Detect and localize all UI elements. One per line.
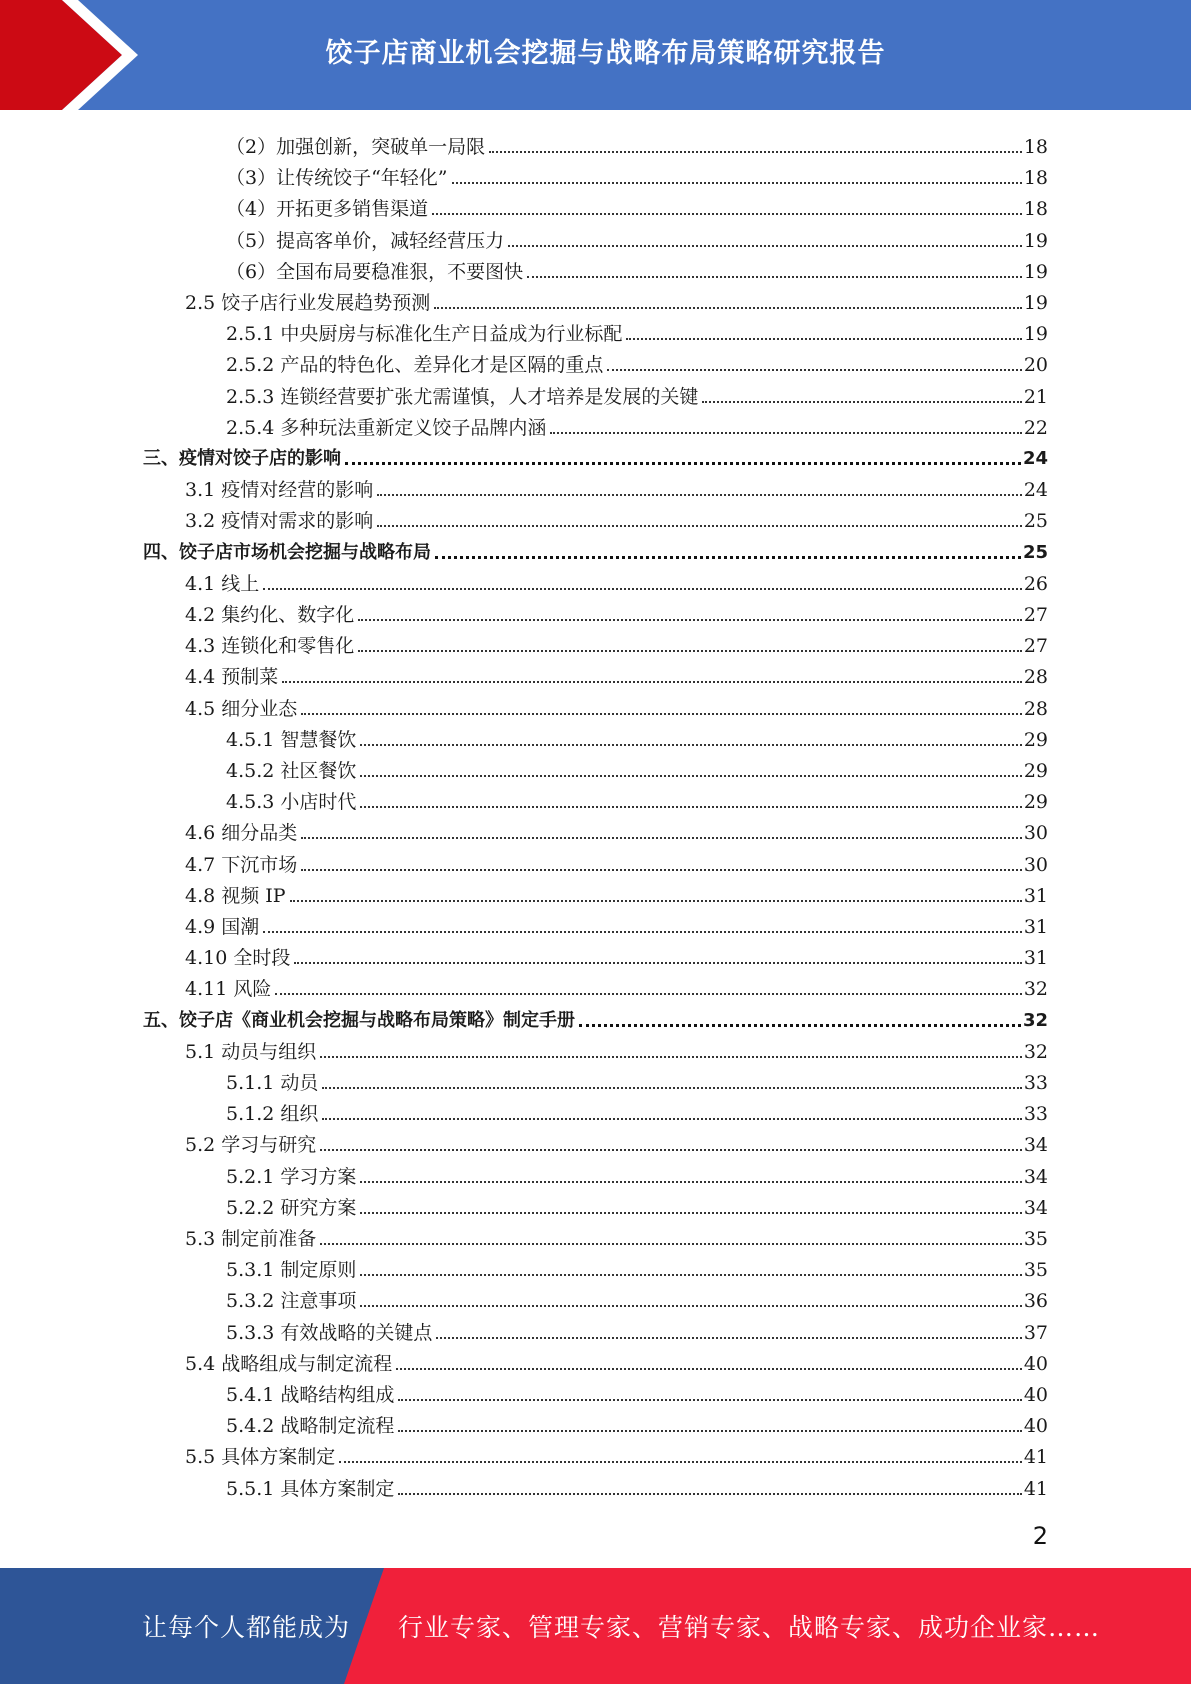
toc-leader-dots <box>434 307 1022 309</box>
toc-entry-page: 26 <box>1023 572 1048 595</box>
toc-entry-label: 4.5.1 智慧餐饮 <box>226 728 357 751</box>
toc-leader-dots <box>432 213 1022 215</box>
toc-leader-dots <box>322 1118 1021 1120</box>
toc-entry[interactable] <box>185 284 1048 315</box>
toc-entry-page: 29 <box>1023 760 1048 782</box>
toc-leader-dots <box>301 837 1022 839</box>
toc-leader-dots <box>358 619 1022 621</box>
toc-leader-dots <box>398 1399 1021 1401</box>
toc-entry-label: 5.2.1 学习方案 <box>226 1165 357 1188</box>
toc-entry-label: 4.5.2 社区餐饮 <box>226 760 357 782</box>
toc-entry-label: 5.1.2 组织 <box>226 1103 319 1126</box>
toc-leader-dots <box>360 806 1021 808</box>
toc-entry-page: 37 <box>1023 1321 1048 1344</box>
toc-entry-page: 34 <box>1023 1165 1048 1188</box>
toc-entry[interactable] <box>185 970 1048 1001</box>
toc-entry-page: 41 <box>1023 1477 1048 1500</box>
toc-entry[interactable] <box>185 565 1048 596</box>
toc-entry-label: 4.9 国潮 <box>185 916 260 938</box>
toc-leader-dots <box>263 588 1022 590</box>
toc-leader-dots <box>263 931 1022 933</box>
toc-leader-dots <box>436 1337 1021 1339</box>
toc-entry[interactable] <box>226 1251 1048 1282</box>
toc-leader-dots <box>396 1368 1022 1370</box>
toc-entry-page: 18 <box>1023 198 1048 221</box>
toc-entry-label: 4.8 视频 IP <box>185 884 286 907</box>
toc-entry[interactable] <box>143 534 1048 565</box>
toc-entry[interactable] <box>185 939 1048 970</box>
toc-entry-page: 32 <box>1023 1040 1048 1063</box>
toc-leader-dots <box>550 432 1021 434</box>
toc-entry[interactable] <box>226 315 1048 346</box>
toc-leader-dots <box>360 1181 1021 1183</box>
toc-entry[interactable] <box>226 253 1048 284</box>
toc-entry-label: 2.5 饺子店行业发展趋势预测 <box>185 292 431 314</box>
toc-leader-dots <box>360 1274 1021 1276</box>
toc-entry[interactable] <box>226 1189 1048 1220</box>
toc-entry-page: 27 <box>1023 635 1048 658</box>
toc-entry-label: 五、饺子店《商业机会挖掘与战略布局策略》制定手册 <box>143 1009 575 1031</box>
toc-entry[interactable] <box>226 378 1048 409</box>
toc-entry-page: 18 <box>1023 136 1048 158</box>
toc-entry-label: 4.7 下沉市场 <box>185 853 298 876</box>
toc-entry[interactable] <box>226 1407 1048 1438</box>
toc-entry-label: 4.10 全时段 <box>185 947 291 970</box>
toc-entry-page: 34 <box>1023 1196 1048 1219</box>
toc-entry-page: 40 <box>1023 1415 1048 1438</box>
toc-leader-dots <box>294 962 1021 964</box>
toc-entry[interactable] <box>185 502 1048 533</box>
toc-entry-page: 34 <box>1023 1134 1048 1157</box>
toc-entry[interactable] <box>226 1470 1048 1501</box>
toc-entry-page: 40 <box>1023 1352 1048 1375</box>
toc-leader-dots <box>398 1430 1021 1432</box>
toc-leader-dots <box>360 775 1021 777</box>
toc-entry-label: 4.1 线上 <box>185 572 260 595</box>
toc-entry-page: 19 <box>1023 323 1048 346</box>
toc-leader-dots <box>452 182 1022 184</box>
toc-entry[interactable] <box>185 1033 1048 1064</box>
toc-entry[interactable] <box>185 1220 1048 1251</box>
toc-entry[interactable] <box>185 1345 1048 1376</box>
toc-entry-label: 3.1 疫情对经营的影响 <box>185 479 374 502</box>
toc-entry-page: 41 <box>1023 1446 1048 1469</box>
footer-slogan-left: 让每个人都能成为 <box>142 1613 351 1642</box>
toc-leader-dots <box>320 1149 1022 1151</box>
toc-entry[interactable] <box>226 159 1048 190</box>
toc-entry-label: 5.5.1 具体方案制定 <box>226 1477 395 1500</box>
toc-entry-label: 4.3 连锁化和零售化 <box>185 635 355 658</box>
toc-entry[interactable] <box>226 752 1048 783</box>
toc-leader-dots <box>339 1461 1022 1463</box>
toc-entry-label: 4.4 预制菜 <box>185 666 279 689</box>
toc-entry-label: 5.4 战略组成与制定流程 <box>185 1352 393 1375</box>
toc-leader-dots <box>345 462 1021 465</box>
toc-leader-dots <box>282 681 1022 683</box>
toc-entry-label: 5.3 制定前准备 <box>185 1228 317 1250</box>
toc-entry-label: （4）开拓更多销售渠道 <box>226 198 429 221</box>
toc-entry-page: 31 <box>1023 916 1048 938</box>
toc-entry[interactable] <box>143 440 1048 471</box>
toc-entry-page: 27 <box>1023 604 1048 626</box>
toc-entry-page: 29 <box>1023 791 1048 814</box>
toc-leader-dots <box>320 1243 1022 1245</box>
toc-entry-label: 2.5.2 产品的特色化、差异化才是区隔的重点 <box>226 354 604 377</box>
toc-leader-dots <box>702 401 1021 403</box>
toc-entry[interactable] <box>185 814 1048 845</box>
toc-entry-label: 四、饺子店市场机会挖掘与战略布局 <box>143 541 431 563</box>
toc-entry-label: 5.5 具体方案制定 <box>185 1446 336 1469</box>
toc-entry-label: 2.5.3 连锁经营要扩张尤需谨慎，人才培养是发展的关键 <box>226 385 699 408</box>
toc-entry[interactable] <box>226 190 1048 221</box>
toc-entry[interactable] <box>185 1438 1048 1469</box>
toc-entry[interactable] <box>226 346 1048 377</box>
toc-leader-dots <box>489 151 1022 153</box>
toc-entry-page: 31 <box>1023 884 1048 907</box>
toc-leader-dots <box>508 245 1022 247</box>
toc-entry-label: 3.2 疫情对需求的影响 <box>185 510 374 533</box>
toc-entry-label: 5.2 学习与研究 <box>185 1134 317 1157</box>
toc-leader-dots <box>527 276 1022 278</box>
toc-entry-page: 35 <box>1023 1228 1048 1250</box>
toc-entry-label: 5.4.2 战略制定流程 <box>226 1415 395 1438</box>
toc-leader-dots <box>435 556 1021 559</box>
toc-entry-page: 36 <box>1023 1290 1048 1313</box>
toc-entry-page: 19 <box>1023 260 1048 283</box>
toc-leader-dots <box>360 1305 1021 1307</box>
toc-entry[interactable] <box>185 846 1048 877</box>
toc-entry-page: 28 <box>1023 666 1048 689</box>
toc-entry-page: 30 <box>1023 853 1048 876</box>
toc-entry[interactable] <box>185 877 1048 908</box>
toc-entry-page: 21 <box>1023 385 1048 408</box>
toc-entry-page: 35 <box>1023 1259 1048 1282</box>
toc-leader-dots <box>275 993 1021 995</box>
toc-entry[interactable] <box>226 1282 1048 1313</box>
toc-entry-label: （6）全国布局要稳准狠，不要图快 <box>226 260 524 283</box>
toc-entry-page: 20 <box>1023 354 1048 377</box>
toc-entry-label: 4.5.3 小店时代 <box>226 791 357 814</box>
page-header <box>0 0 1191 110</box>
toc-entry-page: 25 <box>1023 510 1048 533</box>
toc-entry-label: 5.4.1 战略结构组成 <box>226 1384 395 1406</box>
toc-leader-dots <box>301 869 1022 871</box>
toc-leader-dots <box>301 713 1022 715</box>
toc-entry-page: 24 <box>1022 448 1048 469</box>
toc-entry[interactable] <box>226 1064 1048 1095</box>
report-title: 饺子店商业机会挖掘与战略布局策略研究报告 <box>325 37 886 69</box>
toc-entry-page: 30 <box>1023 822 1048 845</box>
toc-entry-label: 4.5 细分业态 <box>185 697 298 720</box>
toc-entry-label: 2.5.4 多种玩法重新定义饺子品牌内涵 <box>226 416 547 439</box>
toc-leader-dots <box>360 1212 1021 1214</box>
toc-entry-label: （3）让传统饺子“年轻化” <box>226 167 448 190</box>
toc-entry-label: 5.1.1 动员 <box>226 1072 319 1094</box>
toc-entry[interactable] <box>143 1002 1048 1033</box>
toc-leader-dots <box>377 494 1022 496</box>
toc-entry[interactable] <box>185 596 1048 627</box>
toc-leader-dots <box>626 338 1021 340</box>
toc-entry-page: 24 <box>1023 479 1048 502</box>
toc-entry-page: 22 <box>1023 416 1048 439</box>
toc-entry-label: 4.6 细分品类 <box>185 822 298 845</box>
toc-entry-label: 5.3.2 注意事项 <box>226 1290 357 1313</box>
toc-entry-page: 18 <box>1023 167 1048 190</box>
toc-entry-page: 40 <box>1023 1384 1048 1406</box>
toc-entry[interactable] <box>185 471 1048 502</box>
toc-entry[interactable] <box>226 721 1048 752</box>
toc-entry-label: 三、疫情对饺子店的影响 <box>143 448 341 469</box>
toc-leader-dots <box>579 1024 1021 1027</box>
page-footer <box>0 1568 1191 1684</box>
page-number: 2 <box>1032 1522 1048 1550</box>
toc-entry[interactable] <box>226 222 1048 253</box>
toc-leader-dots <box>320 1056 1022 1058</box>
toc-entry-label: 5.2.2 研究方案 <box>226 1196 357 1219</box>
toc-entry-page: 25 <box>1022 541 1048 563</box>
toc-entry-page: 19 <box>1023 229 1048 252</box>
toc-entry-page: 32 <box>1022 1009 1048 1031</box>
toc-entry-page: 28 <box>1023 697 1048 720</box>
toc-leader-dots <box>377 525 1022 527</box>
toc-entry-label: 5.1 动员与组织 <box>185 1040 317 1063</box>
toc-entry-page: 19 <box>1023 292 1048 314</box>
toc-leader-dots <box>290 900 1022 902</box>
toc-entry[interactable] <box>226 783 1048 814</box>
toc-entry[interactable] <box>185 690 1048 721</box>
toc-entry[interactable] <box>226 1376 1048 1407</box>
toc-entry-label: 5.3.3 有效战略的关键点 <box>226 1321 433 1344</box>
toc-entry[interactable] <box>185 908 1048 939</box>
footer-slogan-right: 行业专家、管理专家、营销专家、战略专家、成功企业家…… <box>398 1613 1101 1642</box>
toc-entry-page: 32 <box>1023 978 1048 1001</box>
toc-entry-label: 5.3.1 制定原则 <box>226 1259 357 1282</box>
toc-entry[interactable] <box>226 1314 1048 1345</box>
toc-entry-page: 29 <box>1023 728 1048 751</box>
toc-leader-dots <box>360 744 1021 746</box>
toc-entry-page: 31 <box>1023 947 1048 970</box>
toc-entry-page: 33 <box>1023 1103 1048 1126</box>
toc-entry[interactable] <box>226 409 1048 440</box>
toc-leader-dots <box>398 1493 1021 1495</box>
toc-entry[interactable] <box>226 1095 1048 1126</box>
toc-entry-label: 2.5.1 中央厨房与标准化生产日益成为行业标配 <box>226 323 623 346</box>
toc-entry[interactable] <box>226 1158 1048 1189</box>
toc-entry[interactable] <box>226 128 1048 159</box>
toc-entry-label: 4.11 风险 <box>185 978 272 1001</box>
toc-entry[interactable] <box>185 1126 1048 1157</box>
toc-leader-dots <box>322 1087 1021 1089</box>
toc-entry[interactable] <box>185 658 1048 689</box>
toc-entry-label: （5）提高客单价，减轻经营压力 <box>226 229 505 252</box>
toc-entry-label: 4.2 集约化、数字化 <box>185 604 355 626</box>
toc-entry-label: （2）加强创新，突破单一局限 <box>226 136 486 158</box>
toc-entry-page: 33 <box>1023 1072 1048 1094</box>
toc-leader-dots <box>607 369 1021 371</box>
toc-leader-dots <box>358 650 1022 652</box>
toc-entry[interactable] <box>185 627 1048 658</box>
